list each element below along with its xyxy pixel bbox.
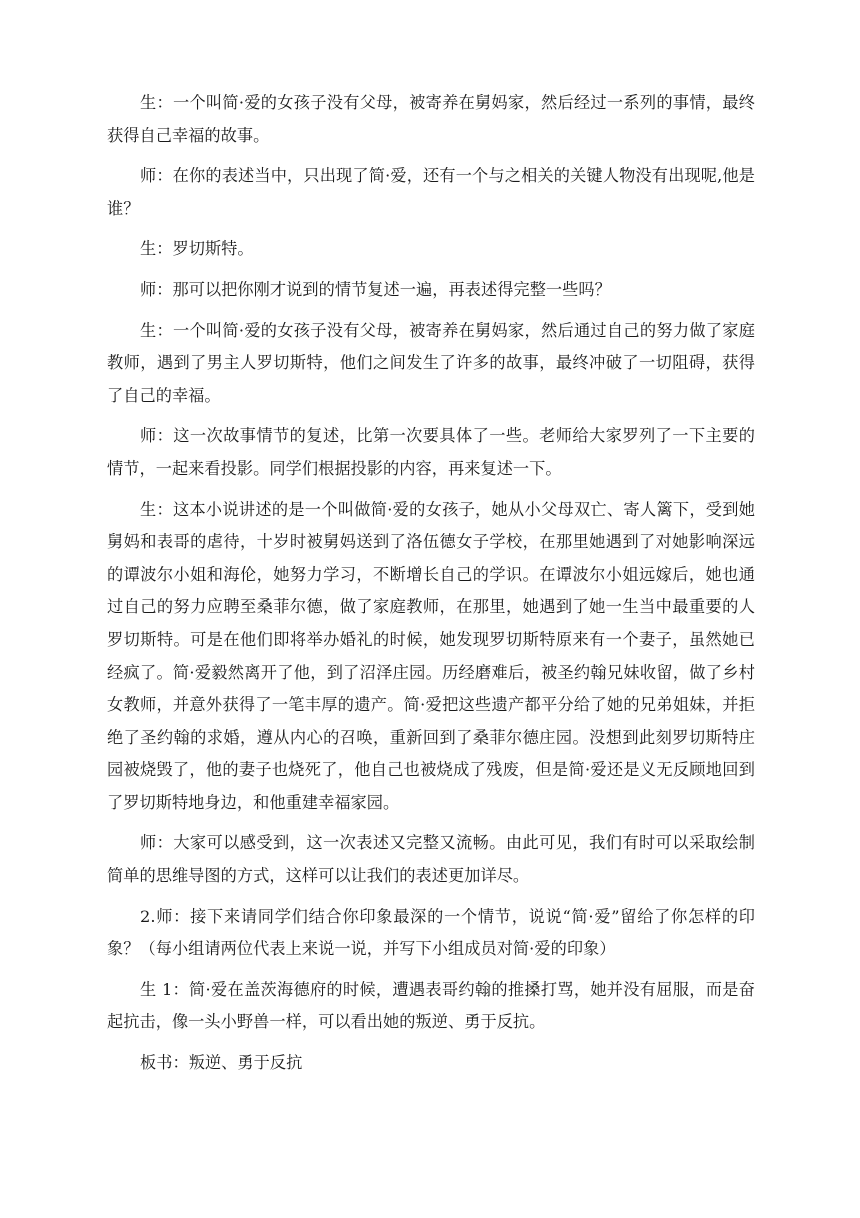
- dialogue-paragraph-teacher-2: 师：那可以把你刚才说到的情节复述一遍，再表述得完整一些吗？: [140, 279, 611, 299]
- dialogue-paragraph-teacher-4: 师：大家可以感受到，这一次表述又完整又流畅。由此可见，我们有时可以采取绘制简单的思维导图的方式，这样可以让我们的表述更加详尽。: [107, 833, 755, 886]
- dialogue-paragraph-student-1: 生：一个叫简·爱的女孩子没有父母，被寄养在舅妈家，然后经过一系列的事情，最终获得自己幸福的故事。: [107, 93, 755, 145]
- dialogue-paragraph-teacher-1: 师：在你的表述当中，只出现了简·爱，还有一个与之相关的关键人物没有出现呢,他是谁？: [107, 166, 755, 218]
- dialogue-paragraph-teacher-3: 师：这一次故事情节的复述，比第一次要具体了一些。老师给大家罗列了一下主要的情节，一起来看投影。同学们根据投影的内容，再来复述一下。: [107, 426, 755, 478]
- dialogue-paragraph-student-3: 生：一个叫简·爱的女孩子没有父母，被寄养在舅妈家，然后通过自己的努力做了家庭教师，遇到了男主人罗切斯特，他们之间发生了许多的故事，最终冲破了一切阻碍，获得了自己的幸福。: [107, 320, 755, 405]
- dialogue-paragraph-student-2: 生：罗切斯特。: [140, 239, 254, 259]
- document-page: [107, 87, 755, 1088]
- blackboard-note: 板书：叛逆、勇于反抗: [140, 1053, 303, 1073]
- dialogue-paragraph-student-4: 生：这本小说讲述的是一个叫做简·爱的女孩子，她从小父母双亡、寄人篱下，受到她舅妈和表哥的虐待，十岁时被舅妈送到了洛伍德女子学校，在那里她遇到了对她影响深远的谭波尔小姐和海伦，她努力学习，不断增长自己的学识。在谭波尔小姐远嫁后，她也通过自己的努力应聘至桑菲尔德，做了家庭教师，在那里，她遇到了她一生当中最重要的人罗切斯特。可是在他们即将举办婚礼的时候，她发现罗切斯特原来有一个妻子，虽然她已经疯了。简·爱毅然离开了他，到了沼泽庄园。历经磨难后，被圣约翰兄妹收留，做了乡村女教师，并意外获得了一笔丰厚的遗产。简·爱把这些遗产都平分给了她的兄弟姐妹，并拒绝了圣约翰的求婚，遵从内心的召唤，重新回到了桑菲尔德庄园。没想到此刻罗切斯特庄园被烧毁了，他的妻子也烧死了，他自己也被烧成了残废，但是简·爱还是义无反顾地回到了罗切斯特地身边，和他重建幸福家园。: [107, 499, 755, 812]
- dialogue-paragraph-question-2: 2.师：接下来请同学们结合你印象最深的一个情节，说说“简·爱”留给了你怎样的印象？（每小组请两位代表上来说一说，并写下小组成员对简·爱的印象）: [107, 906, 755, 959]
- dialogue-paragraph-student-answer-1: 生 1：简·爱在盖茨海德府的时候，遭遇表哥约翰的推搡打骂，她并没有屈服，而是奋起抗击，像一头小野兽一样，可以看出她的叛逆、勇于反抗。: [107, 979, 755, 1032]
